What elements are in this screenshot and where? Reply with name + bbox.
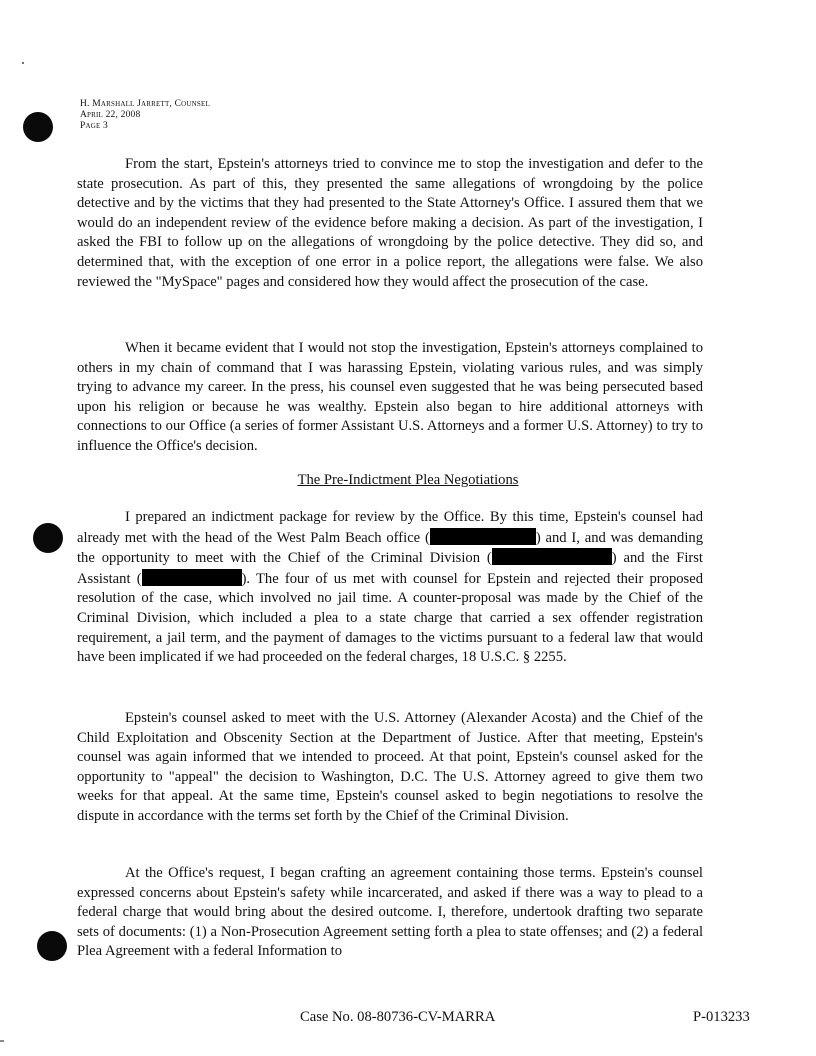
paragraph-3-text (77, 508, 703, 668)
paragraph-4 (77, 709, 703, 827)
redaction-box (142, 569, 242, 586)
footer-case-number: Case No. 08-80736-CV-MARRA (300, 1009, 496, 1025)
paragraph-1 (77, 155, 703, 292)
header-name: H. Marshall Jarrett, Counsel (80, 99, 210, 109)
paragraph-2 (77, 339, 703, 457)
paragraph-2-text: When it became evident that I would not stop the investigation, Epstein's attorneys complained to others in my chain of command that I was harassing Epstein, violating various rules, and was simply trying to advance my career. In the press, his counsel even suggested that he was being persecuted based upon his religion or because he was wealthy. Epstein also began to hire additional attorneys with connections to our Office (a series of former Assistant U.S. Attorneys and a former U.S. Attorney) to try to influence the Office's decision. (77, 340, 703, 454)
scan-edge-mark (0, 1040, 4, 1042)
footer-bates-number: P-013233 (693, 1009, 750, 1025)
scan-speck (22, 62, 24, 64)
punch-hole-top (23, 112, 53, 142)
paragraph-4-text: Epstein's counsel asked to meet with the U.S. Attorney (Alexander Acosta) and the Chief of the Child Exploitation and Obscenity Section at the Department of Justice. After that meeting, Epstein's counsel was again informed that we intended to proceed. At that point, Epstein's counsel asked for the opportunity to "appeal" the decision to Washington, D.C. The U.S. Attorney agreed to give them two weeks for that appeal. At the same time, Epstein's counsel asked to begin negotiations to resolve the dispute in accordance with the terms set forth by the Chief of the Criminal Division. (77, 710, 703, 824)
paragraph-3 (77, 508, 703, 668)
header-page: Page 3 (80, 121, 108, 131)
paragraph-5 (77, 864, 703, 962)
paragraph-3-part-a: I prepared an indictment package for review by the Office. By this time, Epstein's counsel had already met with the head of the West Palm Beach office ( (77, 509, 703, 546)
paragraph-3-part-b: ) and I, and was demanding the opportunity to meet with the Chief of the Criminal Division ( (77, 529, 703, 567)
paragraph-3-part-d: ). The four of us met with counsel for Epstein and rejected their proposed resolution of the case, which involved no jail time. A counter-proposal was made by the Chief of the Criminal Division, which included a plea to a state charge that carried a sex offender registration requirement, a jail term, and the payment of damages to the victims pursuant to a federal law that would have been implicated if we had proceeded on the federal charges, 18 U.S.C. § 2255. (77, 570, 703, 666)
redaction-box (492, 548, 612, 565)
section-heading: The Pre-Indictment Plea Negotiations (297, 472, 519, 488)
paragraph-5-text: At the Office's request, I began crafting an agreement containing those terms. Epstein's counsel expressed concerns about Epstein's safety while incarcerated, and asked if there was a way to plead to a federal charge that would bring about the desired outcome. I, therefore, undertook drafting two separate sets of documents: (1) a Non-Prosecution Agreement setting forth a plea to state offenses; and (2) a federal Plea Agreement with a federal Information to (77, 865, 703, 960)
punch-hole-bottom (37, 931, 67, 961)
header-date: April 22, 2008 (80, 110, 141, 120)
paragraph-3-part-c: ) and the First Assistant ( (77, 550, 703, 587)
letter-header (80, 99, 210, 132)
paragraph-1-text: From the start, Epstein's attorneys tried to convince me to stop the investigation and defer to the state prosecution. As part of this, they presented the same allegations of wrongdoing by the police detective and by the victims that they had presented to the State Attorney's Office. I assured them that we would do an independent review of the evidence before making a decision. As part of the investigation, I asked the FBI to follow up on the allegations of wrongdoing by the police detective. They did so, and determined that, with the exception of one error in a police report, the allegations were false. We also reviewed the "MySpace" pages and considered how they would affect the prosecution of the case. (77, 156, 703, 290)
redaction-box (430, 528, 536, 545)
punch-hole-middle (33, 523, 63, 553)
